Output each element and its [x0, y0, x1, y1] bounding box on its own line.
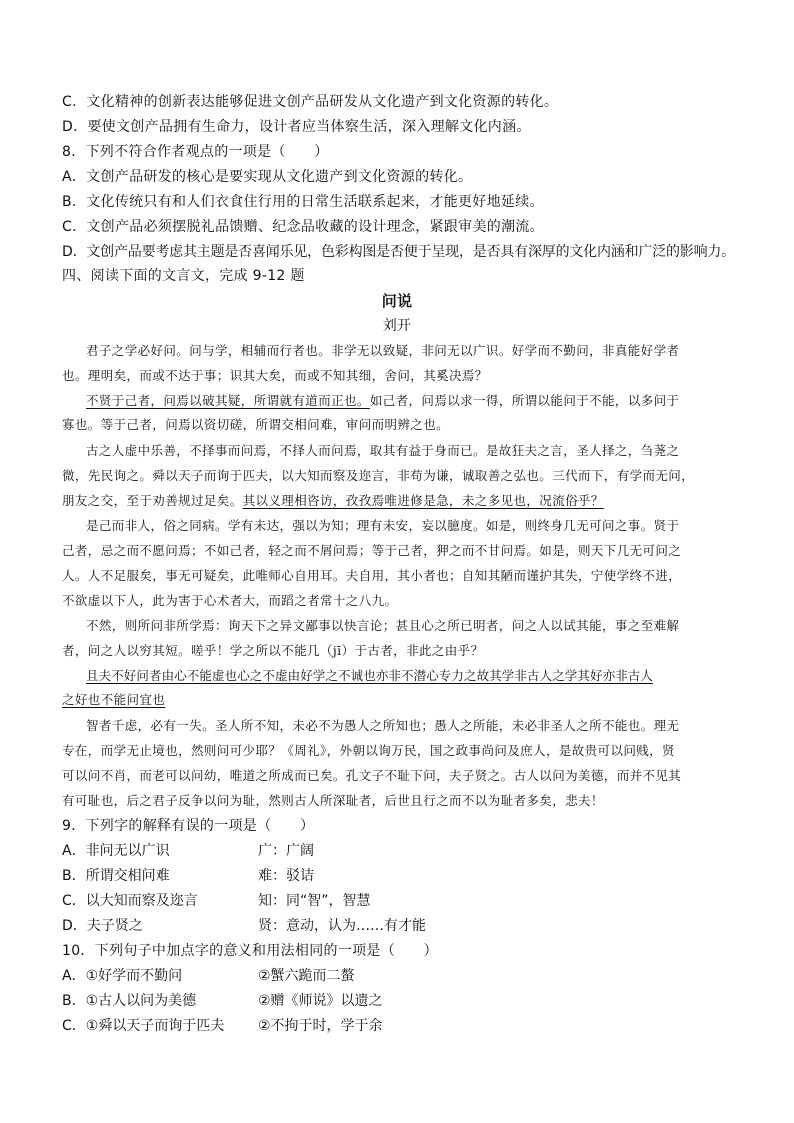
article-p5-line2: 者，问之人以穷其短。嗟乎！学之所以不能几（jī）于古者，非此之由乎？ [62, 643, 484, 658]
article-p2-line1 [86, 391, 679, 411]
article-p4-line2: 己者，忌之而不愿问焉；不如己者，轻之而不屑问焉；等于己者，狎之而不甘问焉。如是，则天下几无可问之 [62, 543, 682, 558]
article-p1-line1: 君子之学必好问。问与学，相辅而行者也。非学无以致疑，非问无以广识。好学而不勤问，非真能好学者 [86, 343, 680, 358]
article-p6-line1: 且夫不好问者由心不能虚也心之不虚由好学之不诚也亦非不潜心专力之故其学非古人之学其好亦非古人 [86, 668, 654, 683]
q8-stem: 8．下列不符合作者观点的一项是（ ） [62, 144, 329, 160]
q9-option-d-gloss: 贤：意动，认为……有才能 [258, 918, 426, 934]
article-p1-line2: 也。理明矣，而或不达于事；识其大矣，而或不知其细，舍问，其奚决焉？ [62, 368, 488, 383]
article-title: 问说 [381, 292, 413, 310]
article-p4-line4: 不欲虚以下人，此为害于心术者大，而蹈之者常十之八九。 [62, 593, 398, 608]
q10-option-b: B．①古人以问为美德 [62, 993, 197, 1009]
article-p7-line4: 有可耻也，后之君子反争以问为耻，然则古人所深耻者，后世且行之而不以为耻者多矣，悲夫！ [62, 793, 604, 808]
article-p3-line3 [62, 491, 604, 511]
q9-option-b: B．所谓交相问难 [62, 868, 170, 884]
q10-option-a: A．①好学而不勤问 [62, 968, 183, 984]
q8-option-c: C．文创产品必须摆脱礼品馈赠、纪念品收藏的设计理念，紧跟审美的潮流。 [62, 219, 544, 235]
article-p3-line1: 古之人虚中乐善，不择事而问焉，不择人而问焉，取其有益于身而已。是故狂夫之言，圣人择之，刍荛之 [86, 443, 680, 458]
article-p7-line2: 专在，而学无止境也，然则问可少耶？《周礼》，外朝以询万民，国之政事尚问及庶人，是故贵可以问贱，贤 [62, 743, 675, 758]
q10-option-c: C．①舜以天子而询于匹夫 [62, 1018, 225, 1034]
q10-option-b-pair: ②赠《师说》以遗之 [258, 993, 383, 1009]
q8-option-a: A．文创产品研发的核心是要实现从文化遗产到文化资源的转化。 [62, 169, 473, 185]
p2-line1-rest: 如己者，问焉以求一得，所谓以能问于不能，以多问于 [369, 393, 680, 408]
q9-option-c-gloss: 知：同“智”，智慧 [258, 893, 371, 909]
q7-option-c: C．文化精神的创新表达能够促进文创产品研发从文化遗产到文化资源的转化。 [62, 94, 559, 110]
underlined-sentence: 其以义理相咨访，孜孜焉唯进修是急，未之多见也，况流俗乎？ [242, 493, 604, 508]
article-p7-line1: 智者千虑，必有一失。圣人所不知，未必不为愚人之所知也；愚人之所能，未必非圣人之所不能也。理无 [86, 718, 680, 733]
underlined-sentence: 不贤于己者，问焉以破其疑，所谓就有道而正也。 [86, 393, 370, 408]
article-p5-line1: 不然，则所问非所学焉：询天下之异文鄙事以快言论；甚且心之所已明者，问之人以试其能，事之至难解 [86, 618, 680, 633]
article-p4-line3: 人。人不足服矣，事无可疑矣，此唯师心自用耳。夫自用，其小者也；自知其陋而谨护其失，宁使学终不进， [62, 568, 682, 583]
section-heading: 四、阅读下面的文言文，完成 9-12 题 [62, 268, 305, 284]
q10-option-c-pair: ②不拘于时，学于余 [258, 1018, 383, 1034]
q9-option-b-gloss: 难：驳诘 [258, 868, 314, 884]
q9-option-c: C．以大知而察及迩言 [62, 893, 198, 909]
article-p4-line1: 是己而非人，俗之同病。学有未达，强以为知；理有未安，妄以臆度。如是，则终身几无可问之事。贤于 [86, 518, 680, 533]
q8-option-d: D．文创产品要考虑其主题是否喜闻乐见，色彩构图是否便于呈现，是否具有深厚的文化内涵和广泛的影响力。 [62, 244, 735, 260]
q10-stem: 10．下列句子中加点字的意义和用法相同的一项是（ ） [62, 943, 438, 959]
q9-option-a: A．非问无以广识 [62, 843, 170, 859]
q10-option-a-pair: ②蟹六跪而二螯 [258, 968, 355, 984]
q9-stem: 9．下列字的解释有误的一项是（ ） [62, 818, 315, 834]
q7-option-d: D．要使文创产品拥有生命力，设计者应当体察生活，深入理解文化内涵。 [62, 119, 531, 135]
article-p7-line3: 可以问不肖，而老可以问幼，唯道之所成而已矣。孔文子不耻下问，夫子贤之。古人以问为美德，而并不见其 [62, 768, 682, 783]
q8-option-b: B．文化传统只有和人们衣食住行用的日常生活联系起来，才能更好地延续。 [62, 194, 544, 210]
article-p2-line2: 寡也。等于己者，问焉以资切磋，所谓交相问难，审问而明辨之也。 [62, 417, 450, 432]
q9-option-d: D．夫子贤之 [62, 918, 143, 934]
article-author: 刘开 [382, 318, 412, 334]
article-p3-line2: 微，先民询之。舜以天子而询于匹夫，以大知而察及迩言，非苟为谦，诚取善之弘也。三代而下，有学而无问， [62, 468, 695, 483]
article-p6-line2: 之好也不能问宜也 [62, 692, 166, 707]
p3-line3-plain: 朋友之交，至于劝善规过足矣。 [62, 493, 243, 508]
q9-option-a-gloss: 广：广阔 [258, 843, 314, 859]
